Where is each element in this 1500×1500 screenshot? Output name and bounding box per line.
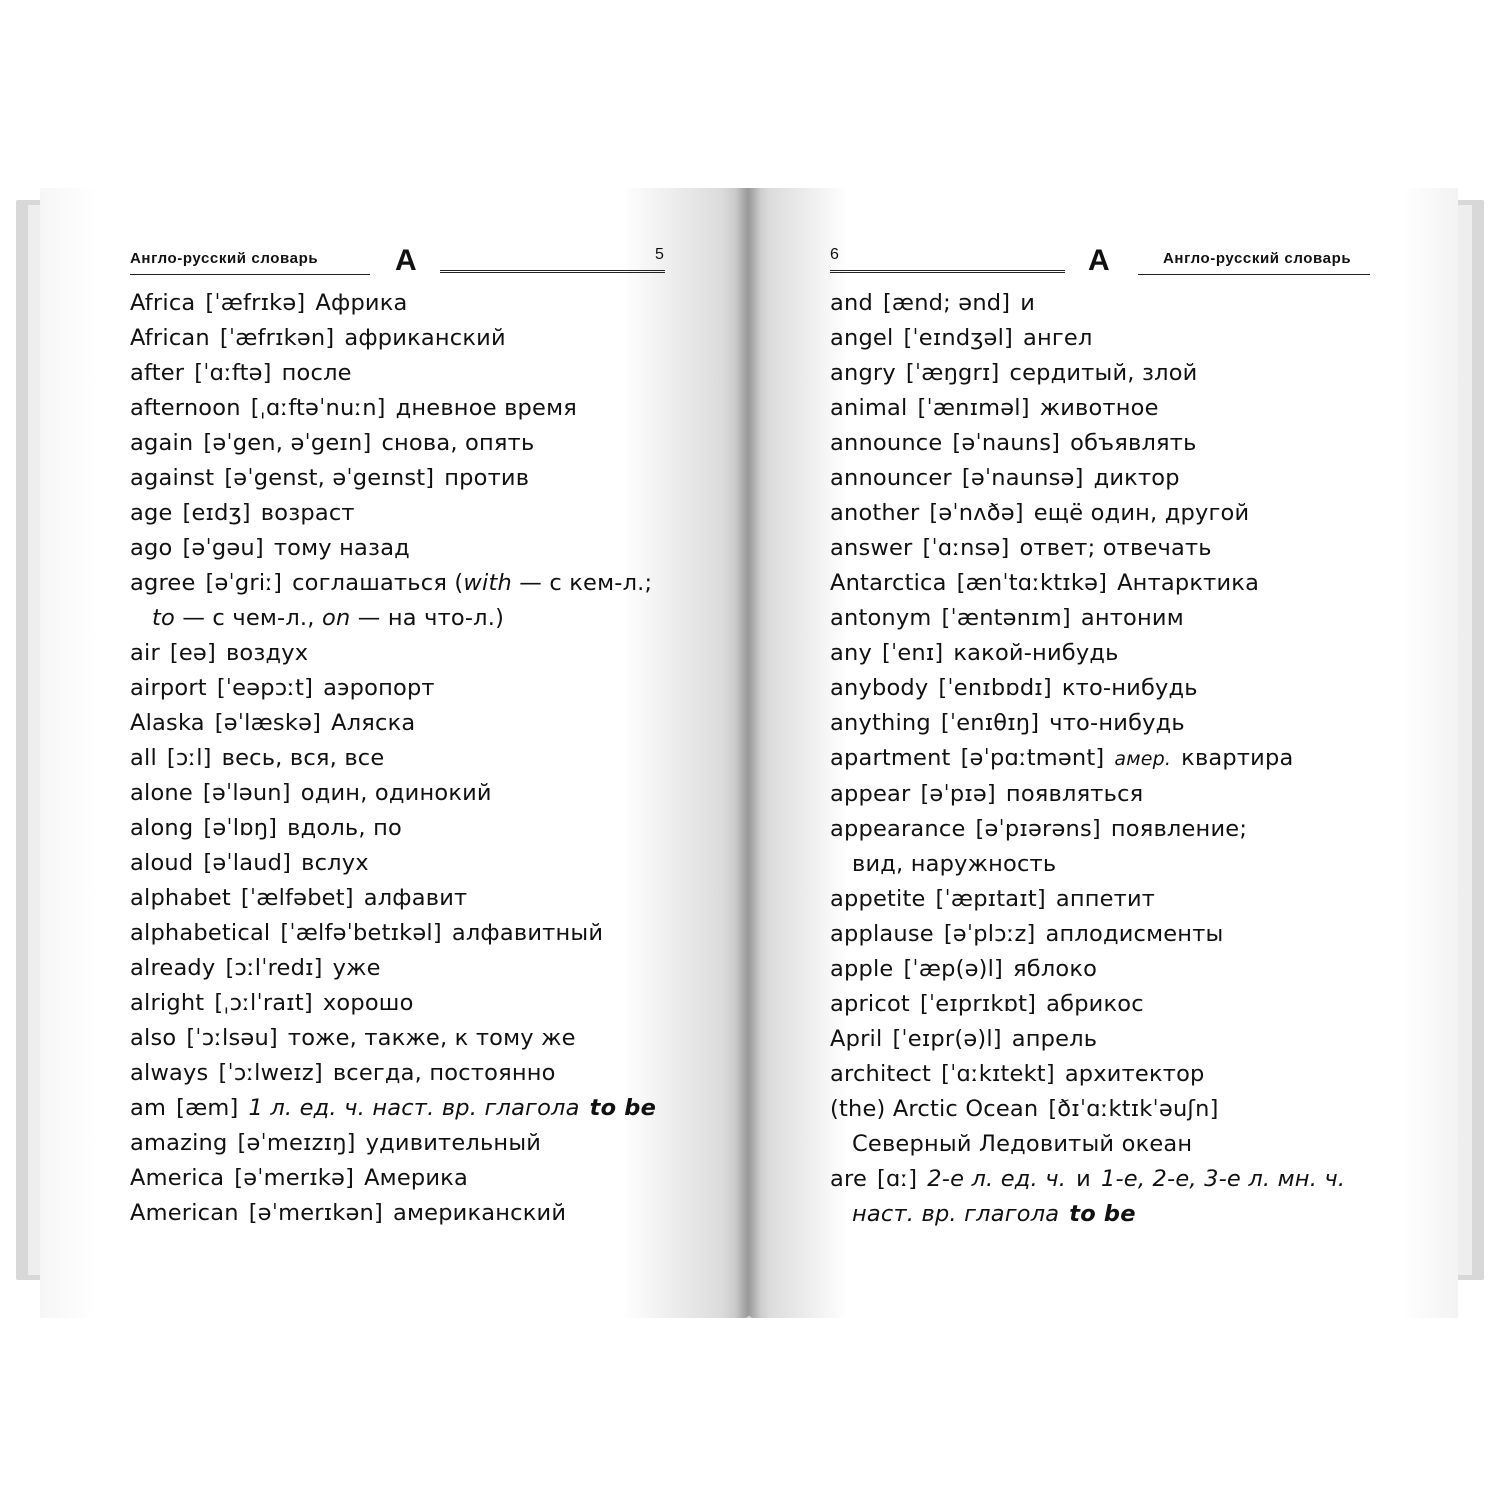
list-item: angel [ˈeɪndʒəl] ангел (830, 325, 1093, 351)
list-item: American [əˈmerɪkən] американский (130, 1200, 567, 1226)
list-item: alright [ˌɔːlˈraɪt] хорошо (130, 990, 414, 1016)
list-item: announcer [əˈnaunsə] диктор (830, 465, 1180, 491)
list-item: angry [ˈæŋgrɪ] сердитый, злой (830, 360, 1198, 386)
list-item: antonym [ˈæntənɪm] антоним (830, 605, 1184, 631)
list-item: Africa [ˈæfrɪkə] Африка (130, 290, 408, 316)
header-rule (1138, 274, 1370, 275)
left-entries (130, 286, 656, 1231)
list-item: also [ˈɔːlsəu] тоже, также, к тому же (130, 1025, 576, 1051)
list-item: animal [ˈænɪməl] животное (830, 395, 1159, 421)
list-item: appearance [əˈpɪərəns] появление; (830, 816, 1248, 842)
right-page-header (748, 240, 1458, 290)
list-item: and [ænd; ənd] и (830, 290, 1036, 316)
list-item: anybody [ˈenɪbɒdɪ] кто-нибудь (830, 675, 1198, 701)
list-item: along [əˈlɒŋ] вдоль, по (130, 815, 402, 841)
list-item-continuation: вид, наружность (852, 851, 1057, 877)
list-item: air [eə] воздух (130, 640, 309, 666)
list-item-continuation: Северный Ледовитый океан (852, 1131, 1193, 1157)
left-page-header (40, 240, 750, 290)
page-stack-right (1456, 205, 1472, 1275)
list-item: am [æm] 1 л. ед. ч. наст. вр. глагола to be (130, 1095, 657, 1121)
section-letter: A (1088, 244, 1110, 277)
list-item: airport [ˈeəpɔːt] аэропорт (130, 675, 435, 701)
list-item: aloud [əˈlaud] вслух (130, 850, 369, 876)
header-rule (130, 274, 370, 275)
list-item: age [eɪdʒ] возраст (130, 500, 355, 526)
list-item: appear [əˈpɪə] появляться (830, 781, 1144, 807)
list-item: apartment [əˈpɑːtmənt] амер. квартира (830, 745, 1294, 771)
list-item: afternoon [ˌɑːftəˈnuːn] дневное время (130, 395, 577, 421)
list-item: April [ˈeɪpr(ə)l] апрель (830, 1026, 1098, 1052)
header-rule-double (830, 270, 1065, 273)
list-item: applause [əˈplɔːz] аплодисменты (830, 921, 1224, 947)
list-item-continuation: наст. вр. глагола to be (852, 1201, 1136, 1227)
list-item: any [ˈenɪ] какой-нибудь (830, 640, 1119, 666)
book-gutter (735, 188, 761, 1318)
list-item: after [ˈɑːftə] после (130, 360, 352, 386)
list-item: already [ɔːlˈredɪ] уже (130, 955, 381, 981)
list-item: answer [ˈɑːnsə] ответ; отвечать (830, 535, 1212, 561)
list-item: alone [əˈləun] один, одинокий (130, 780, 492, 806)
list-item: African [ˈæfrɪkən] африканский (130, 325, 506, 351)
list-item: amazing [əˈmeɪzɪŋ] удивительный (130, 1130, 542, 1156)
section-letter: A (395, 244, 417, 277)
list-item: Alaska [əˈlæskə] Аляска (130, 710, 416, 736)
page-number: 6 (830, 246, 839, 263)
list-item: another [əˈnʌðə] ещё один, другой (830, 500, 1250, 526)
list-item: agree [əˈgriː] соглашаться (with — с кем-л.; (130, 570, 653, 596)
list-item: against [əˈgenst, əˈgeɪnst] против (130, 465, 530, 491)
list-item: announce [əˈnauns] объявлять (830, 430, 1197, 456)
running-title: Англо-русский словарь (1163, 250, 1352, 267)
list-item: alphabet [ˈælfəbet] алфавит (130, 885, 468, 911)
list-item: architect [ˈɑːkɪtekt] архитектор (830, 1061, 1205, 1087)
list-item: America [əˈmerɪkə] Америка (130, 1165, 468, 1191)
list-item: again [əˈgen, əˈgeɪn] снова, опять (130, 430, 535, 456)
right-entries (830, 286, 1345, 1232)
list-item: always [ˈɔːlweɪz] всегда, постоянно (130, 1060, 556, 1086)
list-item: (the) Arctic Ocean [ðɪˈɑːktɪkˈəuʃn] (830, 1096, 1219, 1122)
list-item: appetite [ˈæpɪtaɪt] аппетит (830, 886, 1156, 912)
right-page (748, 188, 1458, 1318)
list-item: all [ɔːl] весь, вся, все (130, 745, 385, 771)
list-item: ago [əˈgəu] тому назад (130, 535, 410, 561)
list-item: anything [ˈenɪθɪŋ] что-нибудь (830, 710, 1185, 736)
running-title: Англо-русский словарь (130, 250, 319, 267)
left-page (40, 188, 750, 1318)
header-rule-double (440, 270, 665, 273)
page-number: 5 (655, 246, 664, 263)
list-item: Antarctica [ænˈtɑːktɪkə] Антарктика (830, 570, 1260, 596)
list-item: are [ɑː] 2-е л. ед. ч. и 1-е, 2-е, 3-е л. мн. ч. (830, 1166, 1346, 1192)
list-item-continuation: to — с чем-л., on — на что-л.) (152, 605, 505, 631)
list-item: apple [ˈæp(ə)l] яблоко (830, 956, 1098, 982)
list-item: alphabetical [ˈælfəˈbetɪkəl] алфавитный (130, 920, 604, 946)
list-item: apricot [ˈeɪprɪkɒt] абрикос (830, 991, 1144, 1017)
